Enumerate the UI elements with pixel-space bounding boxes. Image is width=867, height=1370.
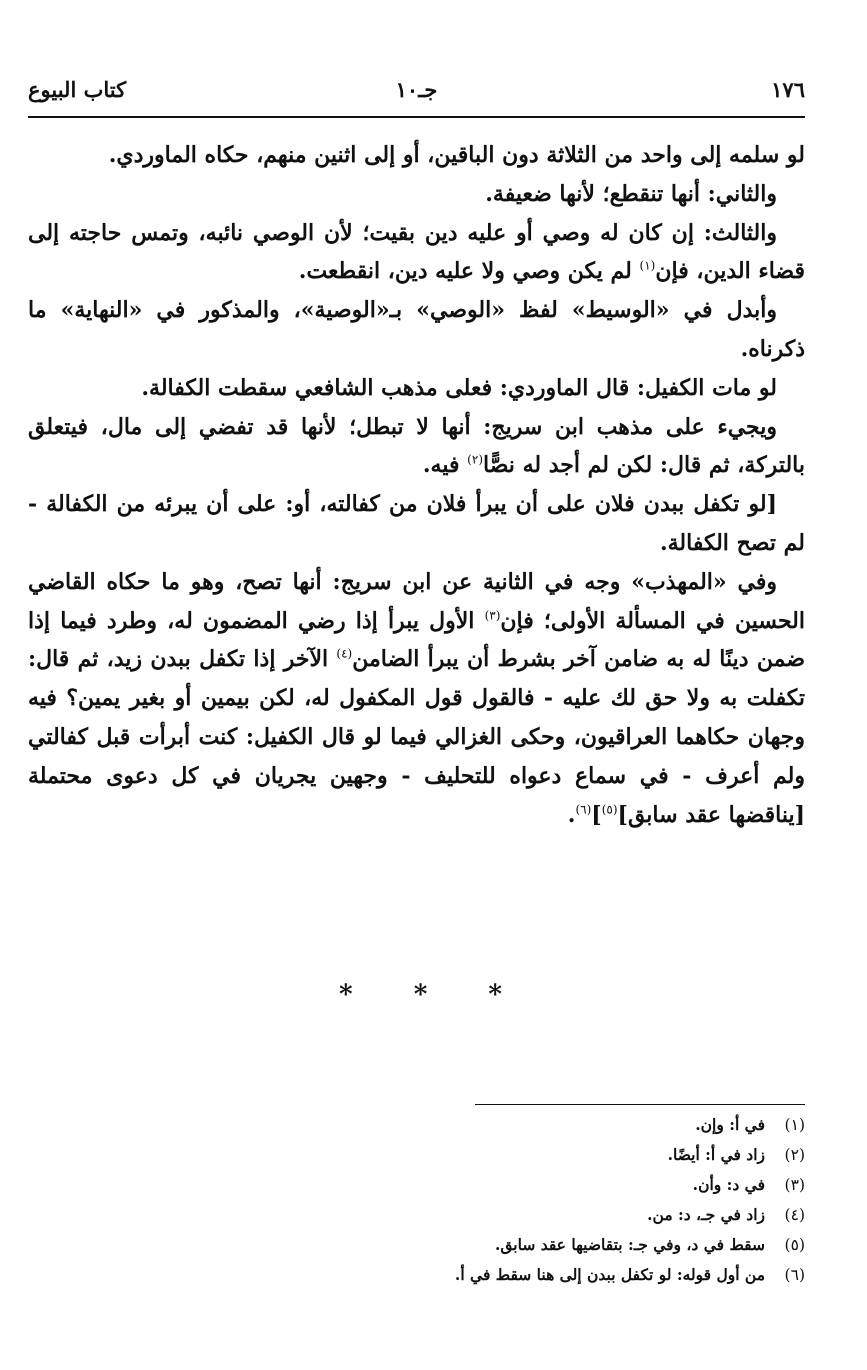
- paragraph: [28, 136, 805, 175]
- paragraph: [28, 175, 805, 214]
- footnote-text: من أول قوله: لو تكفل ببدن إلى هنا سقط في أ.: [454, 1265, 765, 1284]
- footnote-number: (٥): [784, 1236, 805, 1254]
- paragraph-text: .: [567, 801, 576, 828]
- section-separator: * * *: [339, 980, 528, 1010]
- paragraph-text: لم يكن وصي ولا عليه دين، انقطعت.: [298, 258, 640, 285]
- footnote-ref: (٥): [601, 802, 618, 817]
- footnote-number: (١): [784, 1116, 805, 1134]
- footnote-item: [300, 1140, 805, 1170]
- book-title: كتاب البيوع: [28, 77, 127, 102]
- paragraph-text: وأبدل في «الوسيط» لفظ «الوصي» بـ«الوصية»، والمذكور في «النهاية» ما ذكرناه.: [28, 297, 805, 362]
- paragraph: [28, 563, 805, 835]
- footnote-ref: (٢): [467, 453, 483, 468]
- footnote-text: في د: وأن.: [692, 1175, 765, 1194]
- footnote-ref: (٤): [336, 647, 353, 662]
- paragraph: [28, 485, 805, 563]
- footnote-ref: (٣): [484, 608, 501, 623]
- footnote-number: (٦): [784, 1266, 805, 1284]
- paragraph: [28, 214, 805, 292]
- paragraph-text: فيه.: [422, 452, 468, 479]
- paragraph-text: ]: [591, 801, 602, 828]
- footnote-item: [300, 1260, 805, 1290]
- paragraph-text: الآخر إذا تكفل ببدن زيد، ثم قال: تكفلت به ولا حق لك عليه - فالقول قول المكفول له، لكن بيمين أو بغير يمين؟ فيه وجهان حكاهما العراقيون، وحكى الغزالي فيما لو قال الكفيل: كنت أبرأت قبل كفالتي ولم أعرف - في سماع دعواه للتحليف - وجهين يجريان في كل دعوى محتملة [يناقضها عقد سابق]: [28, 646, 805, 828]
- footnote-number: (٣): [784, 1176, 805, 1194]
- running-header: [28, 70, 805, 110]
- paragraph: [28, 291, 805, 369]
- paragraph-text: وفي «المهذب» وجه في الثانية عن ابن سريج: أنها تصح، وهو ما حكاه القاضي الحسين في المسألة الأولى؛ فإن: [28, 568, 805, 634]
- header-rule: [28, 116, 805, 118]
- page-number: ١٧٦: [771, 77, 805, 102]
- main-text: [28, 136, 805, 834]
- footnote-text: زاد في أ: أيضًا.: [667, 1145, 765, 1164]
- footnote-ref: (١): [639, 259, 656, 274]
- paragraph-text: والثالث: إن كان له وصي أو عليه دين بقيت؛ لأن الوصي نائبه، وتمس حاجته إلى قضاء الدين، فإن: [28, 219, 805, 285]
- paragraph-text: ويجيء على مذهب ابن سريج: أنها لا تبطل؛ لأنها قد تفضي إلى مال، فيتعلق بالتركة، ثم قال: لكن لم أجد له نصًّا: [28, 413, 805, 479]
- paragraph: [28, 369, 805, 408]
- paragraph-text: لو مات الكفيل: قال الماوردي: فعلى مذهب الشافعي سقطت الكفالة.: [141, 374, 777, 401]
- paragraph-text: [لو تكفل ببدن فلان على أن يبرأ فلان من كفالته، أو: على أن يبرئه من الكفالة - لم تصح الكفالة.: [28, 491, 805, 556]
- paragraph-text: والثاني: أنها تنقطع؛ لأنها ضعيفة.: [485, 180, 777, 207]
- footnote-number: (٢): [784, 1146, 805, 1164]
- paragraph-text: لو سلمه إلى واحد من الثلاثة دون الباقين، أو إلى اثنين منهم، حكاه الماوردي.: [108, 142, 805, 168]
- footnote-item: [300, 1110, 805, 1140]
- footnotes: [300, 1110, 805, 1290]
- footnote-rule: [475, 1104, 805, 1105]
- paragraph-text: الأول يبرأ إذا رضي المضمون له، وطرد فيما إذا ضمن دينًا له به ضامن آخر بشرط أن يبرأ الضامن: [28, 607, 805, 673]
- footnote-number: (٤): [784, 1206, 805, 1224]
- footnote-text: سقط في د، وفي جـ: بتقاضيها عقد سابق.: [494, 1235, 765, 1254]
- volume-label: جـ١٠: [395, 77, 438, 102]
- footnote-item: [300, 1200, 805, 1230]
- footnote-text: زاد في جـ، د: من.: [647, 1205, 765, 1224]
- footnote-ref: (٦): [575, 802, 592, 817]
- footnote-item: [300, 1230, 805, 1260]
- footnote-text: في أ: وإن.: [695, 1115, 765, 1134]
- paragraph: [28, 408, 805, 486]
- footnote-item: [300, 1170, 805, 1200]
